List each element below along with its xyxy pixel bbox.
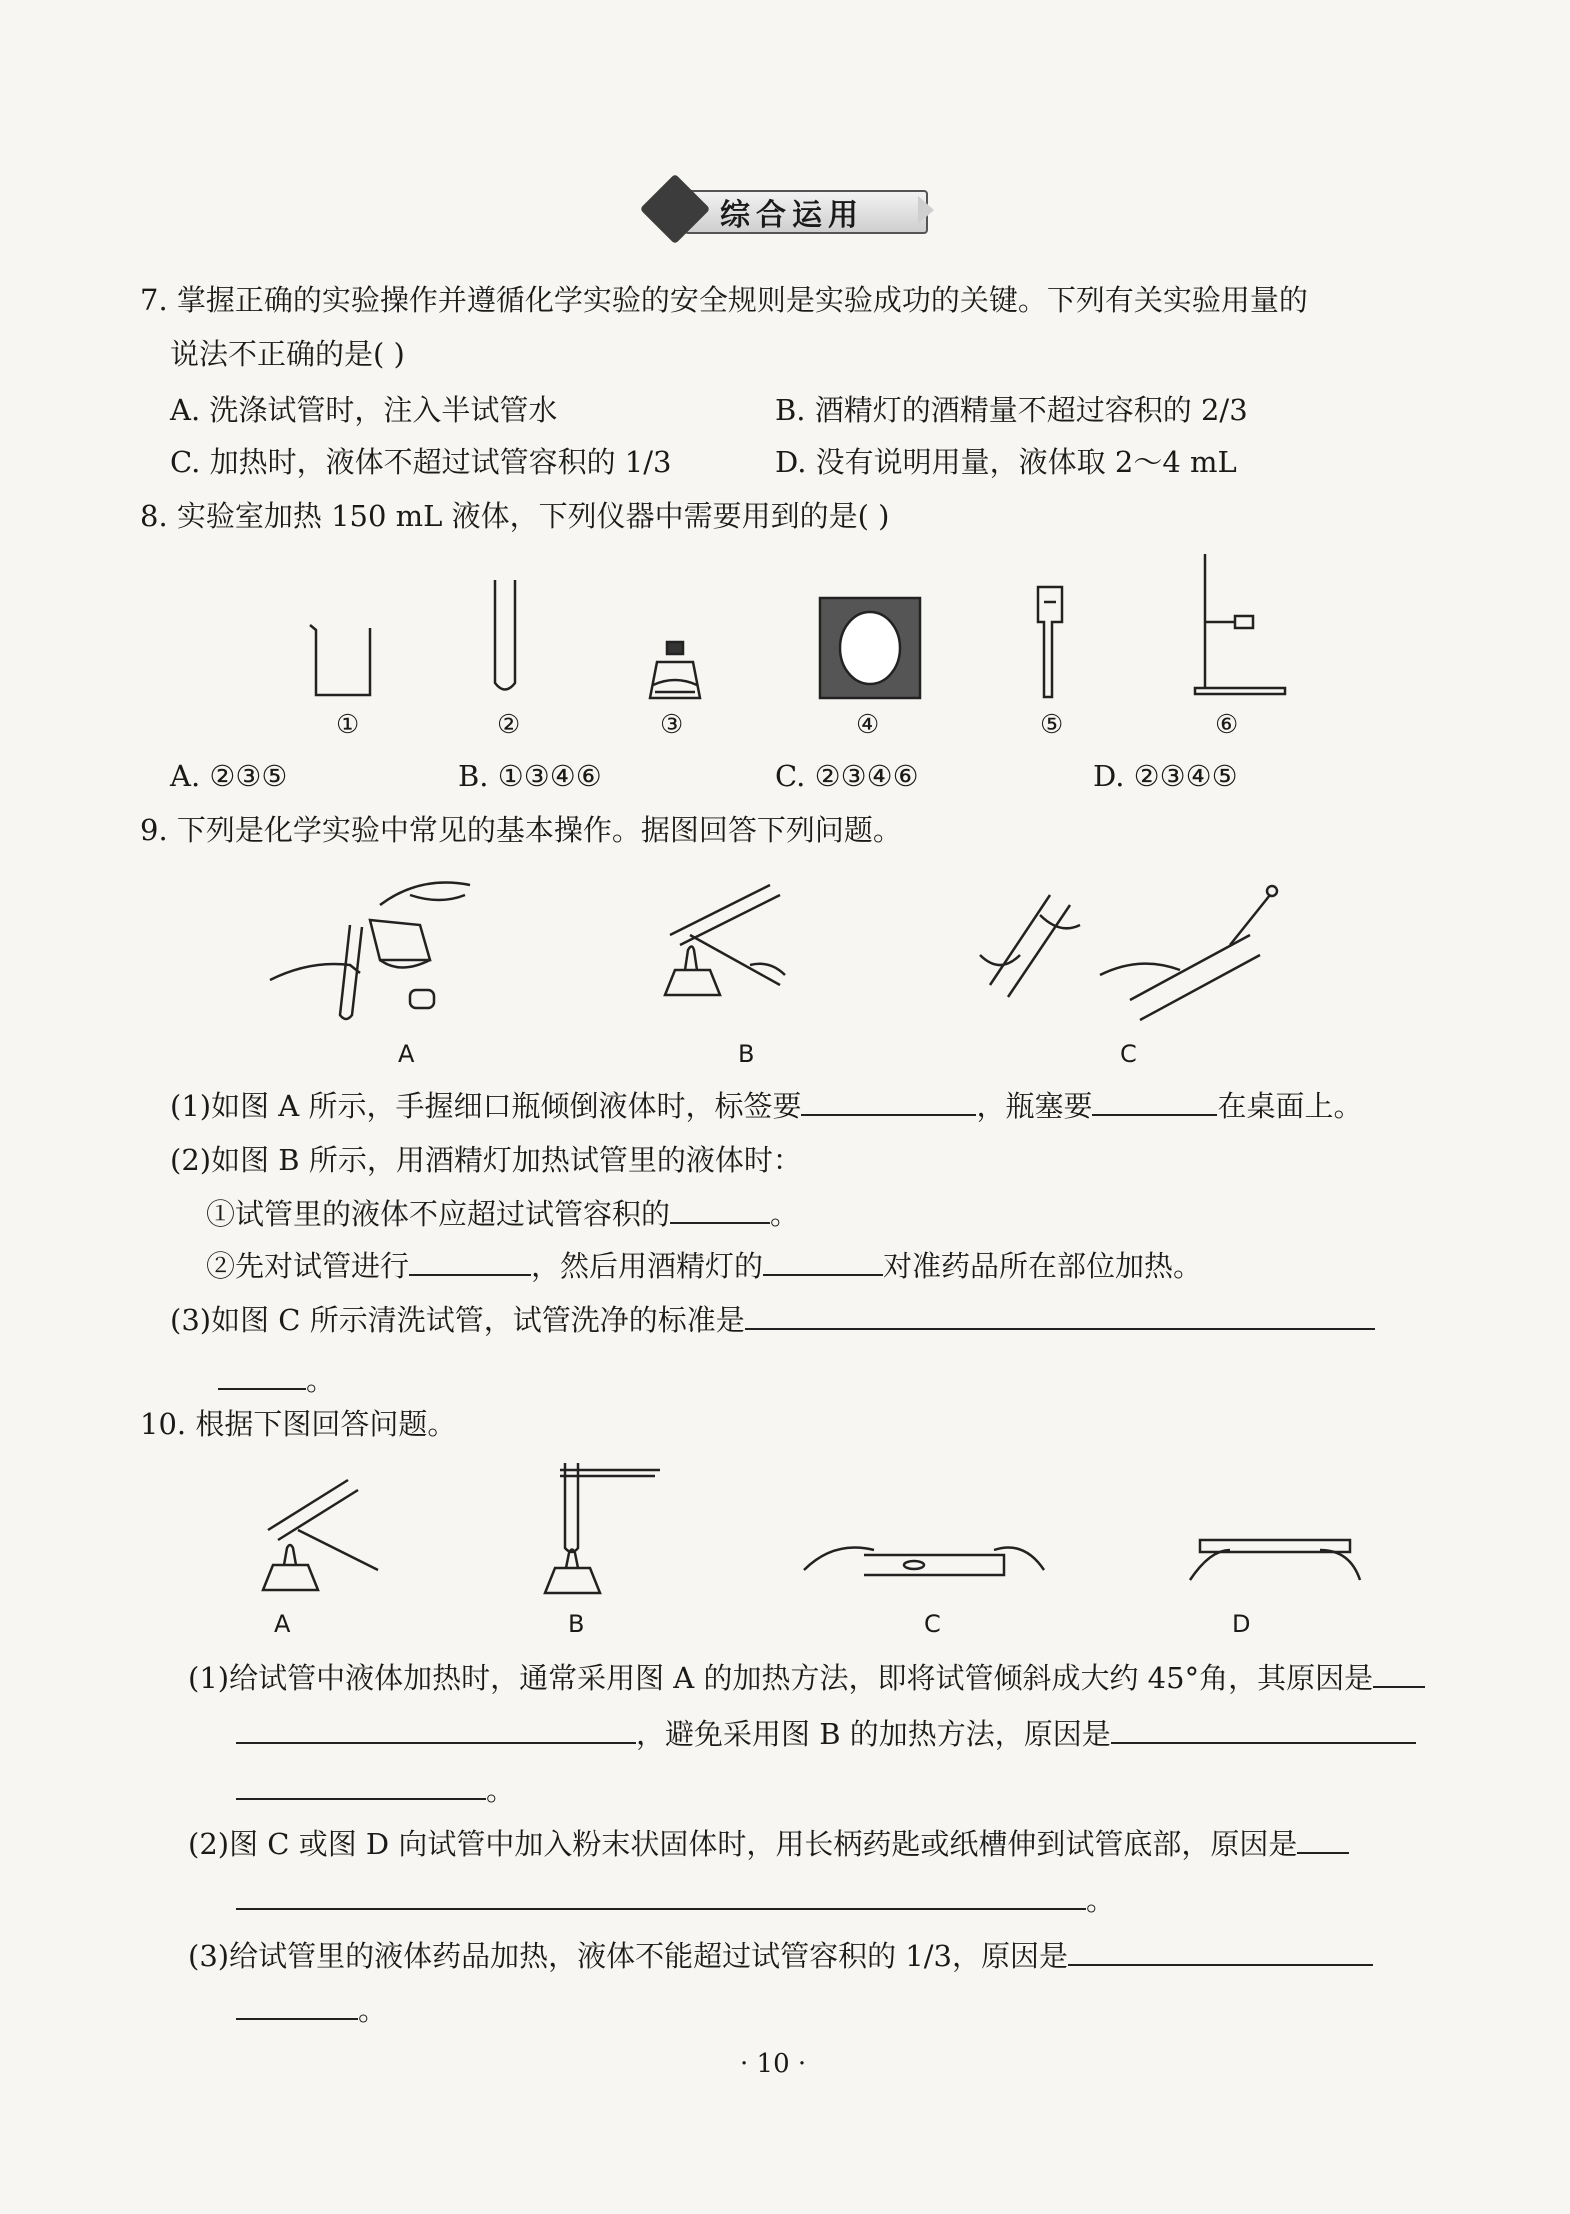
q8-option-d: D. ②③④⑤ xyxy=(1093,759,1238,793)
q10-part1-blank-4[interactable] xyxy=(236,1768,486,1800)
q9-figure-label-b: B xyxy=(738,1040,755,1068)
q10-stem: 10. 根据下图回答问题。 xyxy=(140,1407,457,1441)
q10-part3 xyxy=(188,1934,1373,1976)
q10-part1-blank-2[interactable] xyxy=(236,1712,636,1744)
q10-part2-text-a: (2)图 C 或图 D 向试管中加入粉末状固体时，用长柄药匙或纸槽伸到试管底部，原因是 xyxy=(188,1827,1298,1861)
q7-stem-line2: 说法不正确的是( ) xyxy=(170,337,405,371)
apparatus-label-6: ⑥ xyxy=(1215,710,1239,740)
q7-option-b: B. 酒精灯的酒精量不超过容积的 2/3 xyxy=(775,393,1248,427)
q9-part2-1-blank[interactable] xyxy=(670,1192,770,1224)
q7-option-c: C. 加热时，液体不超过试管容积的 1/3 xyxy=(170,445,672,479)
heating-tilted-figure xyxy=(258,1470,398,1595)
q9-stem: 9. 下列是化学实验中常见的基本操作。据图回答下列问题。 xyxy=(140,813,902,847)
apparatus-label-4: ④ xyxy=(856,710,880,740)
test-tube-icon xyxy=(490,578,520,698)
q10-part1-text-a: (1)给试管中液体加热时，通常采用图 A 的加热方法，即将试管倾斜成大约 45°角，其原因是 xyxy=(188,1661,1374,1695)
q9-part2-2-text-c: 对准药品所在部位加热。 xyxy=(883,1249,1203,1283)
q9-part1-text-b: ，瓶塞要 xyxy=(976,1089,1093,1123)
q9-part2-1 xyxy=(206,1192,799,1234)
q7-stem-line1: 7. 掌握正确的实验操作并遵循化学实验的安全规则是实验成功的关键。下列有关实验用量的 xyxy=(140,283,1308,317)
apparatus-label-1: ① xyxy=(336,710,360,740)
q10-figure-label-d: D xyxy=(1232,1610,1251,1638)
arrow-right-icon xyxy=(918,196,934,224)
apparatus-label-3: ③ xyxy=(660,710,684,740)
page-number: · 10 · xyxy=(740,2049,807,2079)
q10-part3-blank-2[interactable] xyxy=(236,1988,358,2020)
q8-option-b: B. ①③④⑥ xyxy=(458,759,602,793)
apparatus-label-5: ⑤ xyxy=(1040,710,1064,740)
q9-part1-blank-1[interactable] xyxy=(801,1084,976,1116)
q9-part3-text-b: 。 xyxy=(306,1363,336,1397)
q10-figure-label-c: C xyxy=(924,1610,941,1638)
q10-figure-label-a: A xyxy=(274,1610,291,1638)
q9-part2: (2)如图 B 所示，用酒精灯加热试管里的液体时： xyxy=(170,1143,802,1177)
q10-part1-cont xyxy=(236,1712,1416,1754)
q10-part3-blank-1[interactable] xyxy=(1068,1934,1373,1966)
q10-part2-blank-2[interactable] xyxy=(236,1878,1086,1910)
q9-part3 xyxy=(170,1298,1375,1340)
q9-part3-blank-1[interactable] xyxy=(745,1298,1375,1330)
q10-part3-text-b: 。 xyxy=(358,1993,388,2027)
q9-part3-blank-2[interactable] xyxy=(218,1358,306,1390)
q10-part1-blank-1[interactable] xyxy=(1373,1656,1425,1688)
q10-part1-text-b: ，避免采用图 B 的加热方法，原因是 xyxy=(636,1717,1111,1751)
q9-part2-2-blank-1[interactable] xyxy=(409,1244,531,1276)
q8-option-c: C. ②③④⑥ xyxy=(775,759,919,793)
q9-figure-label-a: A xyxy=(398,1040,415,1068)
q9-part1 xyxy=(170,1084,1363,1126)
q9-part1-text-a: (1)如图 A 所示，手握细口瓶倾倒液体时，标签要 xyxy=(170,1089,802,1123)
q10-part1 xyxy=(188,1656,1425,1698)
q9-part1-text-c: 在桌面上。 xyxy=(1217,1089,1363,1123)
q7-option-d: D. 没有说明用量，液体取 2～4 mL xyxy=(775,445,1237,479)
test-tube-holder-icon xyxy=(1030,582,1070,702)
pouring-liquid-figure xyxy=(270,865,490,1025)
apparatus-label-2: ② xyxy=(497,710,521,740)
q7-option-a: A. 洗涤试管时，注入半试管水 xyxy=(170,393,558,427)
q10-part1-blank-3[interactable] xyxy=(1111,1712,1416,1744)
iron-stand-icon xyxy=(1190,552,1290,698)
q9-part2-1-text-a: ①试管里的液体不应超过试管容积的 xyxy=(206,1197,671,1231)
washing-tube-figure xyxy=(980,875,1280,1025)
q9-part2-2-blank-2[interactable] xyxy=(763,1244,883,1276)
q9-part3-text-a: (3)如图 C 所示清洗试管，试管洗净的标准是 xyxy=(170,1303,745,1337)
adding-powder-paper-figure xyxy=(1190,1520,1360,1595)
q9-part2-1-text-b: 。 xyxy=(770,1197,800,1231)
wire-gauze-icon xyxy=(820,598,920,698)
section-badge xyxy=(640,178,935,240)
q10-part3-cont xyxy=(236,1988,387,2030)
q9-part2-2-text-a: ②先对试管进行 xyxy=(206,1249,410,1283)
q9-part3-cont xyxy=(218,1358,335,1400)
section-title: 综合运用 xyxy=(720,198,864,233)
alcohol-lamp-icon xyxy=(645,640,705,702)
q8-option-a: A. ②③⑤ xyxy=(170,759,288,793)
q10-part1-cont2 xyxy=(236,1768,515,1810)
q9-part1-blank-2[interactable] xyxy=(1092,1084,1217,1116)
q9-part2-2-text-b: ，然后用酒精灯的 xyxy=(531,1249,764,1283)
q10-part2-cont xyxy=(236,1878,1115,1920)
beaker-icon xyxy=(300,620,380,700)
q9-figure-label-c: C xyxy=(1120,1040,1137,1068)
q10-part2-blank-1[interactable] xyxy=(1297,1822,1349,1854)
heating-tube-figure xyxy=(650,865,790,1030)
q10-part2 xyxy=(188,1822,1349,1864)
heating-vertical-figure xyxy=(540,1458,660,1596)
q10-part1-text-c: 。 xyxy=(486,1773,516,1807)
adding-powder-spoon-figure xyxy=(804,1530,1044,1595)
q10-part2-text-b: 。 xyxy=(1086,1883,1116,1917)
q8-stem: 8. 实验室加热 150 mL 液体，下列仪器中需要用到的是( ) xyxy=(140,499,890,533)
q10-figure-label-b: B xyxy=(568,1610,585,1638)
q10-part3-text-a: (3)给试管里的液体药品加热，液体不能超过试管容积的 1/3，原因是 xyxy=(188,1939,1068,1973)
q9-part2-2 xyxy=(206,1244,1202,1286)
